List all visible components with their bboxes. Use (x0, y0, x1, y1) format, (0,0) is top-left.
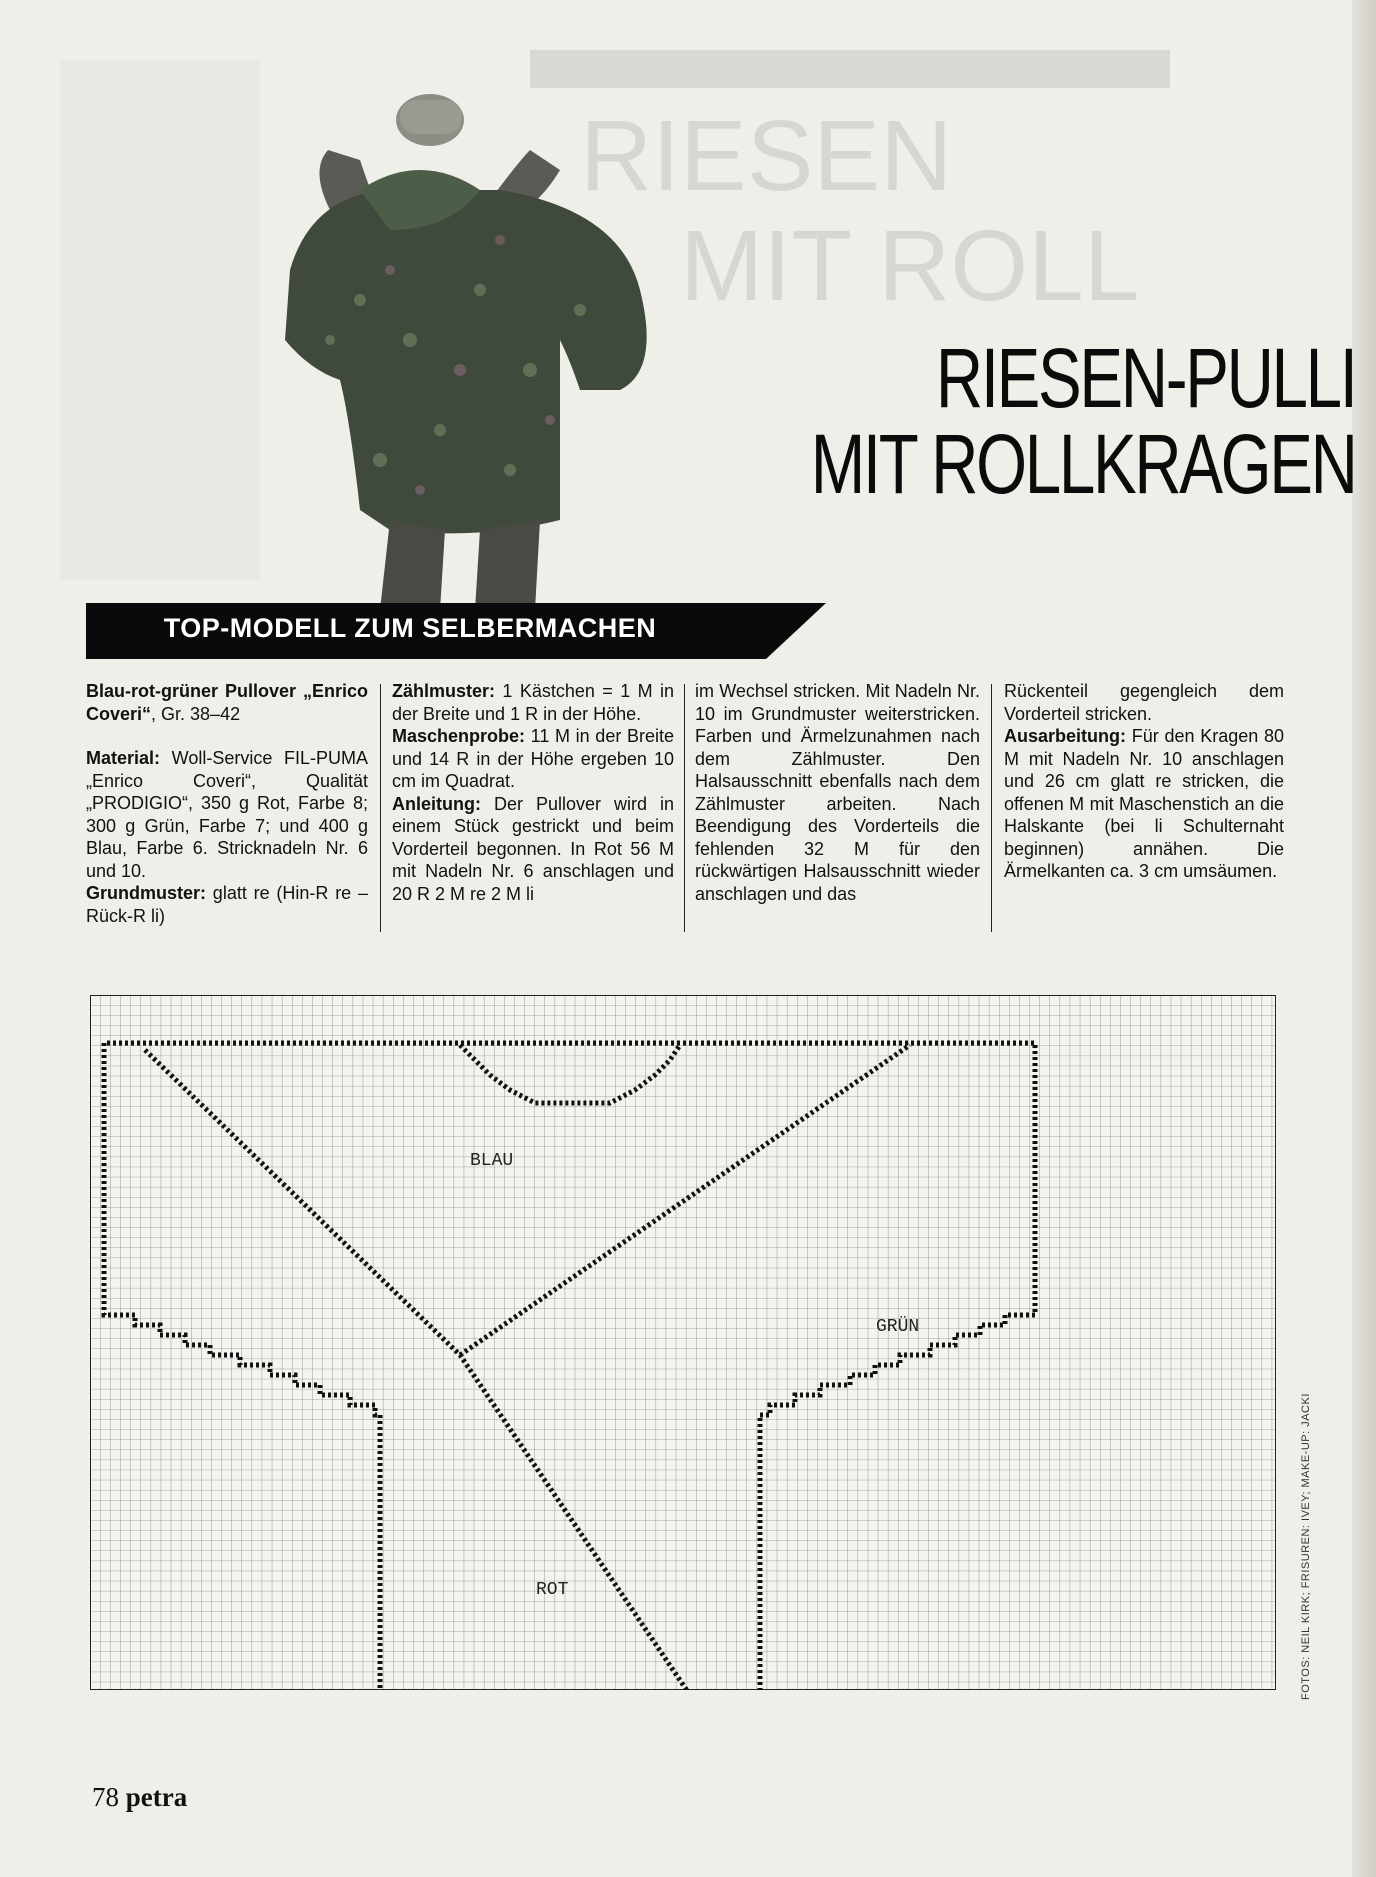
anleitung-text: Der Pullover wird in einem Stück gestrickt und beim Vorderteil begonnen. In Rot 56 M mit Nadeln Nr. 6 anschlagen und 20 R 2 M re 2 M li (392, 793, 674, 904)
knitting-chart (90, 995, 1276, 1690)
column-3-text: im Wechsel stricken. Mit Nadeln Nr. 10 im Grundmuster weiterstricken. Farben und Ärmelzunahmen nach dem Zählmuster. Den Halsausschnitt ebenfalls nach dem Zählmuster arbeiten. Nach Beendigung des Vorderteils die fehlenden 32 M für den rückwärtigen Halsausschnitt wieder anschlagen und das (695, 681, 980, 904)
svg-text:RIESEN: RIESEN (580, 100, 953, 212)
material-label: Material: (86, 748, 161, 768)
column-3 (695, 680, 980, 905)
zaehlmuster-text: 1 Kästchen = 1 M in der Breite und 1 R in der Höhe. (392, 681, 674, 724)
banner-text: TOP-MODELL ZUM SELBERMACHEN (163, 613, 657, 643)
magazine-name: petra (125, 1782, 188, 1812)
label-rot: ROT (536, 1580, 569, 1600)
zaehlmuster-label: Zählmuster: (392, 681, 496, 701)
column-4 (1004, 680, 1284, 883)
ausarbeitung-label: Ausarbeitung: (1004, 726, 1127, 746)
grundmuster-text: glatt re (Hin-R re – Rück-R li) (86, 883, 368, 926)
ausarbeitung-text: Für den Kragen 80 M mit Nadeln Nr. 10 anschlagen und 26 cm glatt re stricken, die offenen M mit Maschenstich an die Halskante (bei li Schulternaht beginnen) annähen. Die Ärmelkanten ca. 3 cm umsäumen. (1004, 726, 1284, 881)
page-number: 78 (92, 1782, 119, 1812)
pullover-heading: Blau-rot-grüner Pullover „Enrico Coveri“ (86, 681, 368, 724)
article-body (86, 680, 1282, 940)
maschenprobe-label: Maschenprobe: (392, 726, 526, 746)
rueckenteil-text: Rückenteil gegengleich dem Vorderteil stricken. (1004, 681, 1284, 724)
title-line-1: RIESEN-PULLI (936, 331, 1356, 425)
photo-credits: FOTOS: NEIL KIRK; FRISUREN: IVEY; MAKE-UP: JACKI (1300, 1393, 1312, 1700)
column-1 (86, 680, 368, 927)
svg-text:MIT ROLL: MIT ROLL (680, 210, 1140, 322)
grundmuster-label: Grundmuster: (86, 883, 207, 903)
photo-illustration (60, 40, 1360, 620)
page-footer (92, 1782, 187, 1813)
size-text: , Gr. 38–42 (151, 703, 241, 724)
anleitung-label: Anleitung: (392, 793, 481, 814)
title-line-2: MIT ROLLKRAGEN (811, 417, 1356, 511)
article-title (811, 331, 1356, 511)
column-2 (392, 680, 674, 905)
label-blau: BLAU (470, 1151, 514, 1171)
label-gruen: GRÜN (876, 1317, 920, 1337)
maschenprobe-text: 11 M in der Breite und 14 R in der Höhe ergeben 10 cm im Quadrat. (392, 726, 674, 791)
model-photo (60, 40, 1360, 620)
chart-grid (90, 995, 1276, 1690)
material-text: Woll-Service FIL-PUMA „Enrico Coveri“, Qualität „PRODIGIO“, 350 g Rot, Farbe 8; 300 g Grün, Farbe 7; und 400 g Blau, Farbe 6. Stricknadeln Nr. 6 und 10. (86, 748, 368, 881)
